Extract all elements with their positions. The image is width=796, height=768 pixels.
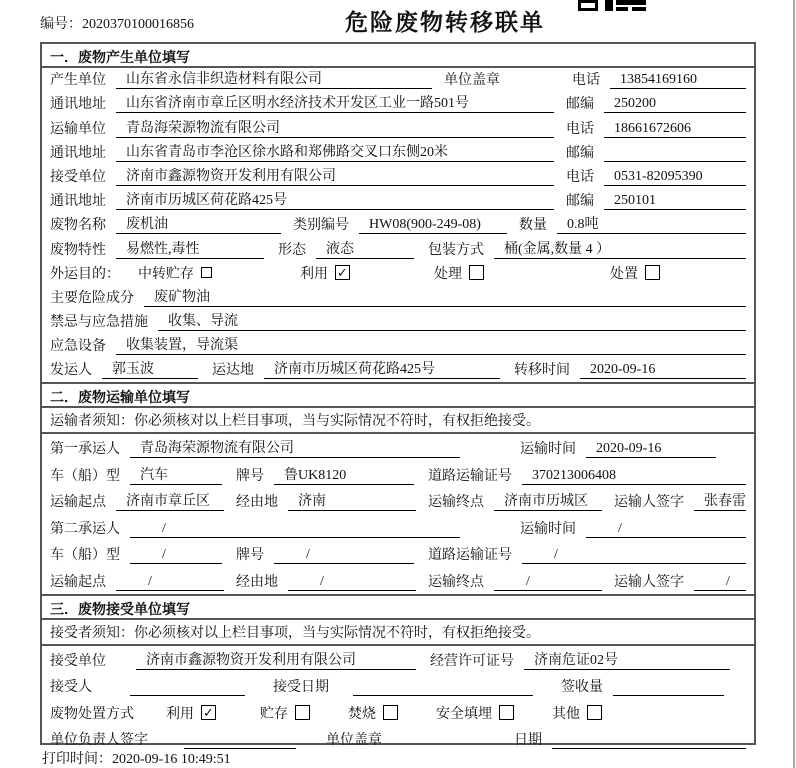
receiver-address-label: 通讯地址	[50, 194, 106, 210]
first-carrier-label: 第一承运人	[50, 442, 120, 458]
carrier-sign-2-label: 运输人签字	[614, 575, 684, 590]
purpose-dispose-checkbox	[645, 265, 660, 280]
row-producer	[42, 68, 754, 92]
disposal-storage-label: 贮存	[260, 706, 288, 722]
row-hazard-component	[42, 286, 754, 310]
emergency-measures-label: 禁忌与应急措施	[50, 315, 148, 331]
receiver-label: 接受单位	[50, 169, 106, 185]
row-waste-property	[42, 237, 754, 261]
disposal-incinerate-checkbox	[383, 705, 398, 720]
transporter-phone-value: 18661672606	[604, 121, 746, 138]
waste-name-value: 废机油	[116, 213, 281, 234]
purpose-treat-label: 处理	[434, 266, 462, 282]
producer-address-label: 通讯地址	[50, 97, 106, 113]
producer-phone-value: 13854169160	[610, 72, 746, 89]
purpose-dispose-label: 处置	[610, 266, 638, 282]
transporter-address-label: 通讯地址	[50, 145, 106, 161]
emergency-equipment-value: 收集装置，导流渠	[116, 334, 746, 355]
carrier-sign-2-value: /	[694, 574, 746, 591]
section3-title: 三．废物接受单位填写	[42, 594, 754, 620]
hazard-component-value: 废矿物油	[144, 286, 746, 307]
section-producer	[42, 44, 754, 382]
serial-label: 编号：	[40, 17, 82, 32]
row-transporter-address	[42, 141, 754, 165]
row-transfer-purpose	[42, 262, 754, 286]
second-carrier-value: /	[130, 521, 460, 538]
road-permit-label: 道路运输证号	[428, 468, 512, 484]
transfer-time-label: 转移时间	[514, 363, 570, 379]
carrier-sign-value: 张春雷	[694, 490, 746, 511]
row-producer-address	[42, 92, 754, 116]
transporter-value: 青岛海荣源物流有限公司	[116, 117, 554, 138]
row-transporter	[42, 116, 754, 140]
receiver-value: 济南市鑫源物资开发利用有限公司	[116, 165, 554, 186]
row-first-carrier	[42, 434, 754, 461]
disposal-utilize-checkbox	[201, 705, 216, 720]
row-dispatch	[42, 358, 754, 382]
transporter-notice: 运输者须知：你必须核对以上栏目事项，当与实际情况不符时，有权拒绝接受。	[42, 408, 754, 434]
transport-time-label: 运输时间	[520, 442, 576, 458]
plate-number-label: 牌号	[236, 468, 264, 484]
serial-number: 2020370100016856	[82, 17, 194, 32]
serial-number-line	[40, 13, 194, 33]
disposal-option-landfill	[436, 703, 514, 723]
waste-name-label: 废物名称	[50, 218, 106, 234]
received-amount-label: 签收量	[561, 680, 603, 696]
row-receiving-unit	[42, 646, 754, 673]
producer-address-value: 山东省济南市章丘区明水经济技术开发区工业一路501号	[116, 92, 554, 113]
row-vehicle-2	[42, 541, 754, 568]
accept-date-label: 接受日期	[273, 680, 329, 696]
unit-seal-3-label: 单位盖章	[326, 733, 382, 749]
transporter-label: 运输单位	[50, 121, 106, 137]
producer-value: 山东省永信非织造材料有限公司	[116, 68, 432, 89]
row-emergency-measures	[42, 310, 754, 334]
waste-packing-value: 桶(金属,数量 4 ）	[494, 238, 746, 259]
page-title: 危险废物转移联单	[345, 9, 545, 35]
disposal-incinerate-label: 焚烧	[348, 706, 376, 722]
route-start-value: 济南市章丘区	[116, 490, 224, 511]
vehicle-type-2-value: /	[130, 547, 222, 564]
transporter-zip-label: 邮编	[566, 145, 594, 161]
receiver-phone-value: 0531-82095390	[604, 169, 746, 186]
transporter-address-value: 山东省青岛市李沧区徐水路和郑佛路交叉口东侧20米	[116, 141, 554, 162]
waste-packing-label: 包装方式	[428, 242, 484, 258]
waste-property-label: 废物特性	[50, 242, 106, 258]
accept-date-value	[353, 679, 533, 696]
transfer-purpose-label: 外运目的：	[50, 266, 120, 282]
disposal-other-label: 其他	[552, 706, 580, 722]
unit-head-sign-label: 单位负责人签字	[50, 733, 148, 749]
manifest-form	[40, 42, 756, 749]
route-via-2-label: 经由地	[236, 575, 278, 590]
print-time-label: 打印时间：	[42, 752, 112, 767]
seal-date-label: 日期	[514, 733, 542, 749]
vehicle-type-label: 车（船）型	[50, 468, 120, 484]
route-end-2-label: 运输终点	[428, 575, 484, 590]
receiver-zip-label: 邮编	[566, 194, 594, 210]
purpose-transit-storage-checkbox	[201, 267, 212, 278]
dispatcher-value: 郭玉波	[102, 358, 198, 379]
accepter-value	[130, 679, 245, 696]
disposal-utilize-label: 利用	[166, 706, 194, 722]
license-label: 经营许可证号	[430, 653, 514, 669]
row-disposal-method	[42, 699, 754, 726]
plate-number-value: 鲁UK8120	[274, 464, 414, 485]
purpose-utilize-checkbox	[335, 265, 350, 280]
seal-date-value	[552, 732, 746, 749]
disposal-storage-checkbox	[295, 705, 310, 720]
receiver-zip-value: 250101	[604, 193, 746, 210]
unit-seal-label: 单位盖章	[444, 73, 500, 89]
plate-number-2-label: 牌号	[236, 548, 264, 564]
disposal-option-utilize	[166, 703, 216, 723]
row-route-1	[42, 488, 754, 515]
purpose-option-utilize	[300, 263, 350, 283]
page-edge-divider	[793, 0, 795, 768]
road-permit-value: 370213006408	[522, 468, 746, 485]
route-via-2-value: /	[288, 574, 416, 591]
accepter-label: 接受人	[50, 680, 92, 696]
receiver-notice: 接受者须知：你必须核对以上栏目事项，当与实际情况不符时，有权拒绝接受。	[42, 620, 754, 646]
dispatcher-label: 发运人	[50, 363, 92, 379]
disposal-method-label: 废物处置方式	[50, 706, 134, 722]
license-value: 济南危证02号	[524, 649, 730, 670]
route-start-2-value: /	[116, 574, 224, 591]
section1-title: 一．废物产生单位填写	[42, 44, 754, 68]
qr-code-icon	[578, 0, 650, 12]
route-end-label: 运输终点	[428, 495, 484, 511]
road-permit-2-label: 道路运输证号	[428, 548, 512, 564]
purpose-option-treat	[434, 263, 484, 283]
transport-time-value: 2020-09-16	[586, 441, 716, 458]
waste-form-label: 形态	[278, 242, 306, 258]
vehicle-type-value: 汽车	[130, 464, 222, 485]
print-time-line	[42, 748, 231, 768]
section2-title: 二．废物运输单位填写	[42, 382, 754, 408]
waste-quantity-value: 0.8吨	[557, 213, 746, 234]
producer-phone-label: 电话	[572, 73, 600, 89]
receiver-phone-label: 电话	[566, 169, 594, 185]
purpose-utilize-label: 利用	[300, 266, 328, 282]
producer-label: 产生单位	[50, 73, 106, 89]
purpose-option-dispose	[610, 263, 660, 283]
receiving-unit-value: 济南市鑫源物资开发利用有限公司	[136, 649, 416, 670]
row-emergency-equipment	[42, 334, 754, 358]
disposal-option-incinerate	[348, 703, 398, 723]
route-end-2-value: /	[494, 574, 602, 591]
received-amount-value	[613, 679, 724, 696]
waste-quantity-label: 数量	[519, 218, 547, 234]
producer-zip-label: 邮编	[566, 97, 594, 113]
hazard-component-label: 主要危险成分	[50, 290, 134, 306]
emergency-equipment-label: 应急设备	[50, 339, 106, 355]
unit-head-sign-value	[184, 732, 296, 749]
waste-form-value: 液态	[316, 238, 414, 259]
print-time-value: 2020-09-16 10:49:51	[112, 752, 231, 767]
route-via-value: 济南	[288, 490, 416, 511]
section-receive	[42, 594, 754, 752]
disposal-landfill-checkbox	[499, 705, 514, 720]
purpose-treat-checkbox	[469, 265, 484, 280]
transport-time-2-value: /	[586, 521, 746, 538]
carrier-sign-label: 运输人签字	[614, 495, 684, 511]
checkmark: ✓	[203, 705, 214, 721]
vehicle-type-2-label: 车（船）型	[50, 548, 120, 564]
checkmark: ✓	[337, 265, 348, 281]
waste-property-value: 易燃性,毒性	[116, 238, 264, 259]
second-carrier-label: 第二承运人	[50, 521, 120, 537]
disposal-other-checkbox	[587, 705, 602, 720]
route-start-2-label: 运输起点	[50, 575, 106, 590]
destination-label: 运达地	[212, 363, 254, 379]
disposal-landfill-label: 安全填埋	[436, 706, 492, 722]
waste-category-value: HW08(900-249-08)	[359, 217, 507, 234]
plate-number-2-value: /	[274, 547, 414, 564]
disposal-option-storage	[260, 703, 310, 723]
purpose-transit-storage-label: 中转贮存	[138, 266, 194, 282]
disposal-option-other	[552, 703, 602, 723]
transporter-zip-value	[604, 145, 746, 162]
route-via-label: 经由地	[236, 495, 278, 511]
transfer-time-value: 2020-09-16	[580, 362, 746, 379]
transporter-phone-label: 电话	[566, 121, 594, 137]
row-waste-name	[42, 213, 754, 237]
producer-zip-value: 250200	[604, 96, 746, 113]
purpose-option-transit-storage	[138, 263, 212, 283]
receiver-address-value: 济南市历城区荷花路425号	[116, 189, 554, 210]
transport-time-2-label: 运输时间	[520, 521, 576, 537]
destination-value: 济南市历城区荷花路425号	[264, 358, 500, 379]
section-transport	[42, 382, 754, 594]
row-acceptance	[42, 673, 754, 700]
waste-category-label: 类别编号	[293, 218, 349, 234]
row-receiver-address	[42, 189, 754, 213]
row-route-2	[42, 567, 754, 594]
row-vehicle-1	[42, 461, 754, 488]
route-end-value: 济南市历城区	[494, 490, 602, 511]
row-receiver	[42, 165, 754, 189]
route-start-label: 运输起点	[50, 495, 106, 511]
row-second-carrier	[42, 514, 754, 541]
emergency-measures-value: 收集、导流	[158, 310, 746, 331]
road-permit-2-value: /	[522, 547, 746, 564]
first-carrier-value: 青岛海荣源物流有限公司	[130, 437, 460, 458]
receiving-unit-label: 接受单位	[50, 653, 106, 669]
